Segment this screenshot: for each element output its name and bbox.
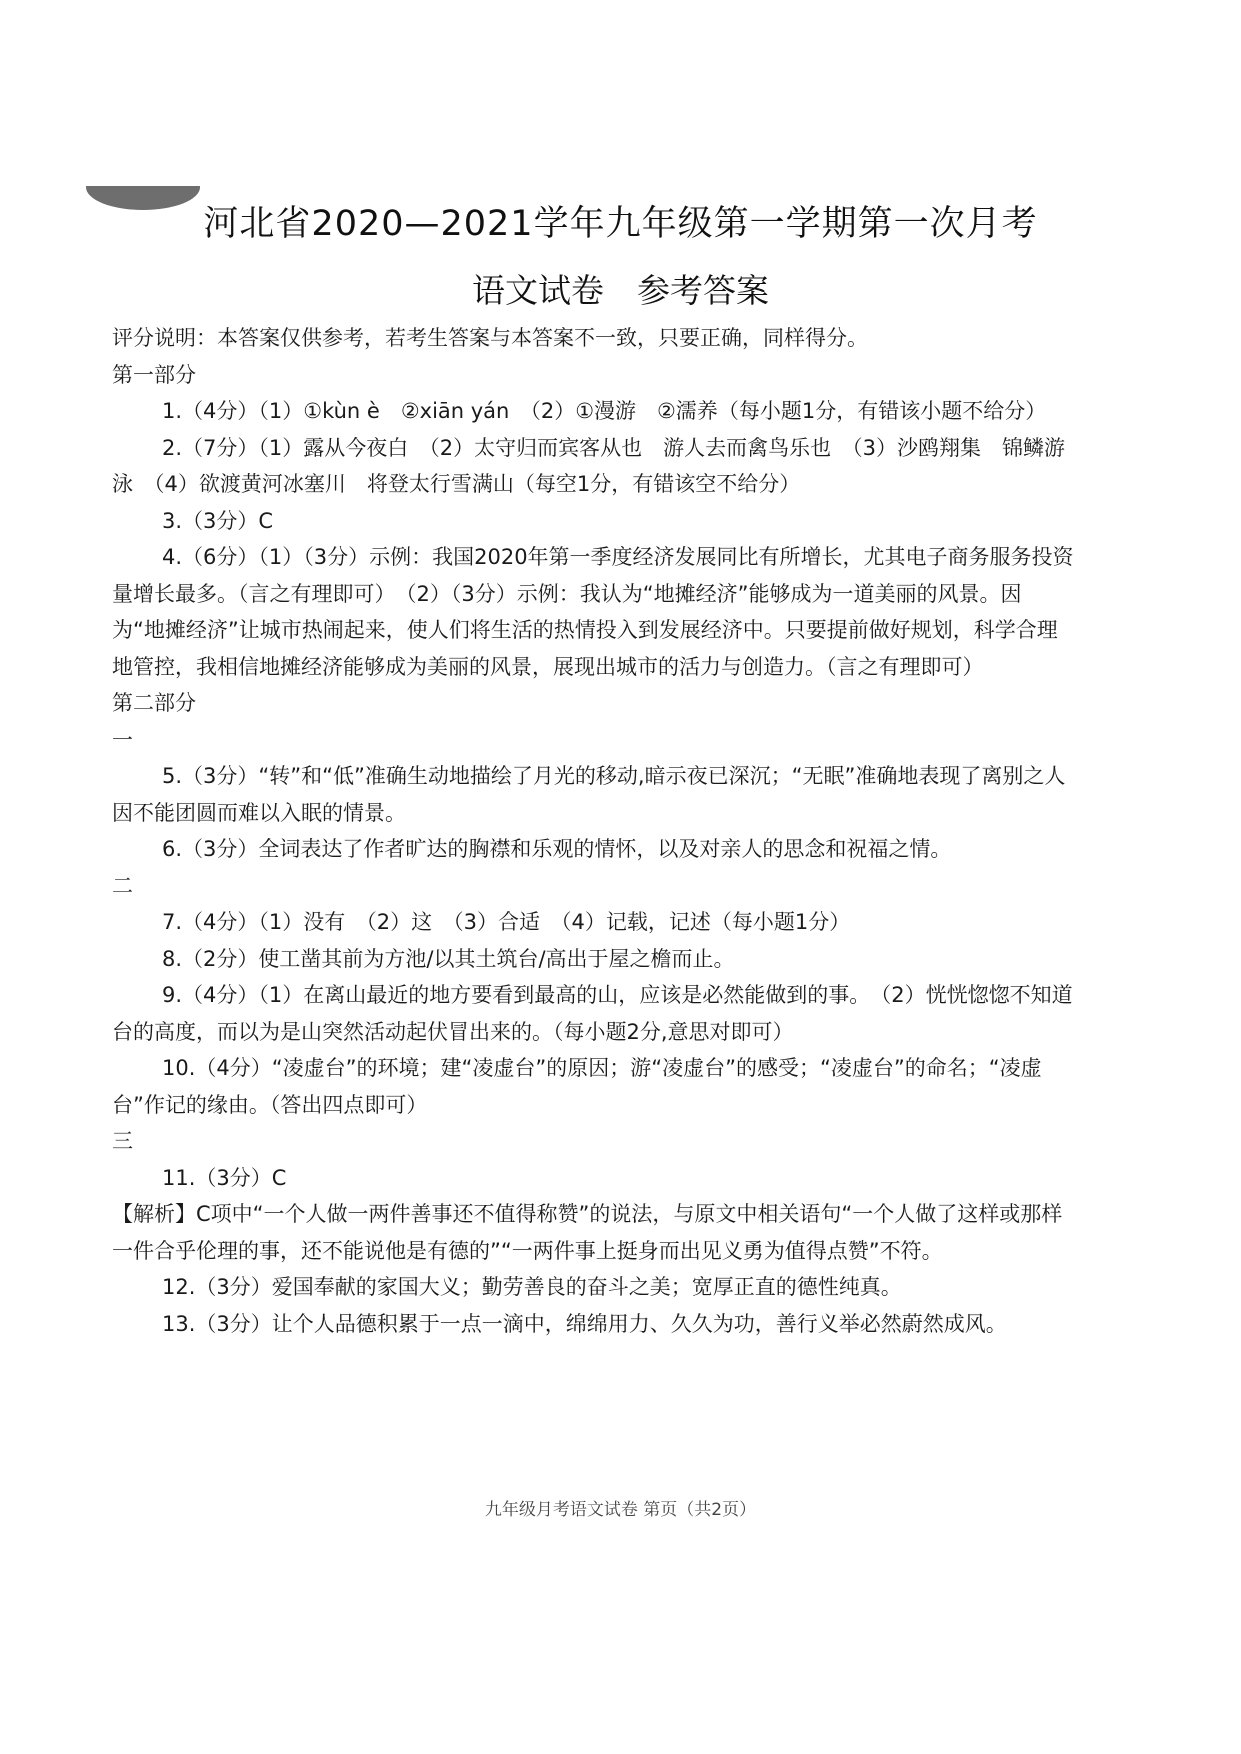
answer-q2: 2.（7分）（1）露从今夜白 （2）太守归而宾客从也 游人去而禽鸟乐也 （3）沙鸥翔集 锦鳞游泳 （4）欲渡黄河冰塞川 将登太行雪满山（每空1分，有错该空不给分） (112, 435, 1065, 496)
answer-q8: 8.（2分）使工凿其前为方池/以其土筑台/高出于屋之檐而止。 (162, 946, 735, 971)
page-footer: 九年级月考语文试卷 第页（共2页） (484, 1500, 757, 1520)
part2-heading: 第二部分 (112, 691, 196, 715)
answer-q6: 6.（3分）全词表达了作者旷达的胸襟和乐观的情怀，以及对亲人的思念和祝福之情。 (162, 837, 952, 861)
answer-q5: 5.（3分）“转”和“低”准确生动地描绘了月光的移动,暗示夜已深沉；“无眠”准确地表现了离别之人因不能团圆而难以入眠的情景。 (112, 764, 1066, 825)
section3-heading: 三 (112, 1129, 133, 1153)
page-subtitle: 语文试卷 参考答案 (472, 271, 769, 310)
answer-q7: 7.（4分）（1）没有 （2）这 （3）合适 （4）记载，记述（每小题1分） (162, 910, 851, 934)
answer-q10: 10.（4分）“凌虚台”的环境；建“凌虚台”的原因；游“凌虚台”的感受；“凌虚台”的命名；“凌虚台”作记的缘由。（答出四点即可） (112, 1056, 1042, 1117)
answer-q3: 3.（3分）C (162, 508, 274, 533)
section1-heading: 一 (112, 727, 133, 752)
answer-q13: 13.（3分）让个人品德积累于一点一滴中，绵绵用力、久久为功，善行义举必然蔚然成风。 (162, 1311, 1007, 1336)
answer-q11: 11.（3分）C (162, 1165, 287, 1190)
answer-body (112, 320, 1074, 1342)
section2-heading: 二 (112, 873, 133, 898)
page-title: 河北省2020—2021学年九年级第一学期第一次月考 (203, 204, 1038, 244)
answer-q1: 1.（4分）（1）①kùn è ②xiān yán （2）①漫游 ②濡养（每小题1分，有错该小题不给分） (162, 399, 1047, 423)
answer-q12: 12.（3分）爱国奉献的家国大义；勤劳善良的奋斗之美；宽厚正直的德性纯真。 (162, 1275, 902, 1299)
answer-q9: 9.（4分）（1）在离山最近的地方要看到最高的山，应该是必然能做到的事。 （2）恍恍惚惚不知道台的高度，而以为是山突然活动起伏冒出来的。（每小题2分,意思对即可） (112, 983, 1073, 1044)
answer-q11-analysis: 【解析】C项中“一个人做一两件善事还不值得称赞”的说法，与原文中相关语句“一个人做了这样或那样一件合乎伦理的事，还不能说他是有德的”“一两件事上挺身而出见义勇为值得点赞”不符。 (112, 1202, 1063, 1263)
answer-q4: 4.（6分）（1）（3分）示例：我国2020年第一季度经济发展同比有所增长，尤其电子商务服务投资量增长最多。（言之有理即可） （2）（3分）示例：我认为“地摊经济”能够成为一道美丽的风景。因为“地摊经济”让城市热闹起来，使人们将生活的热情投入到发展经济中。只要提前做好规划，科学合理地管控，我相信地摊经济能够成为美丽的风景，展现出城市的活力与创造力。（言之有理即可） (112, 545, 1074, 679)
part1-heading: 第一部分 (112, 362, 196, 387)
scoring-note: 评分说明：本答案仅供参考，若考生答案与本答案不一致，只要正确，同样得分。 (112, 326, 868, 350)
